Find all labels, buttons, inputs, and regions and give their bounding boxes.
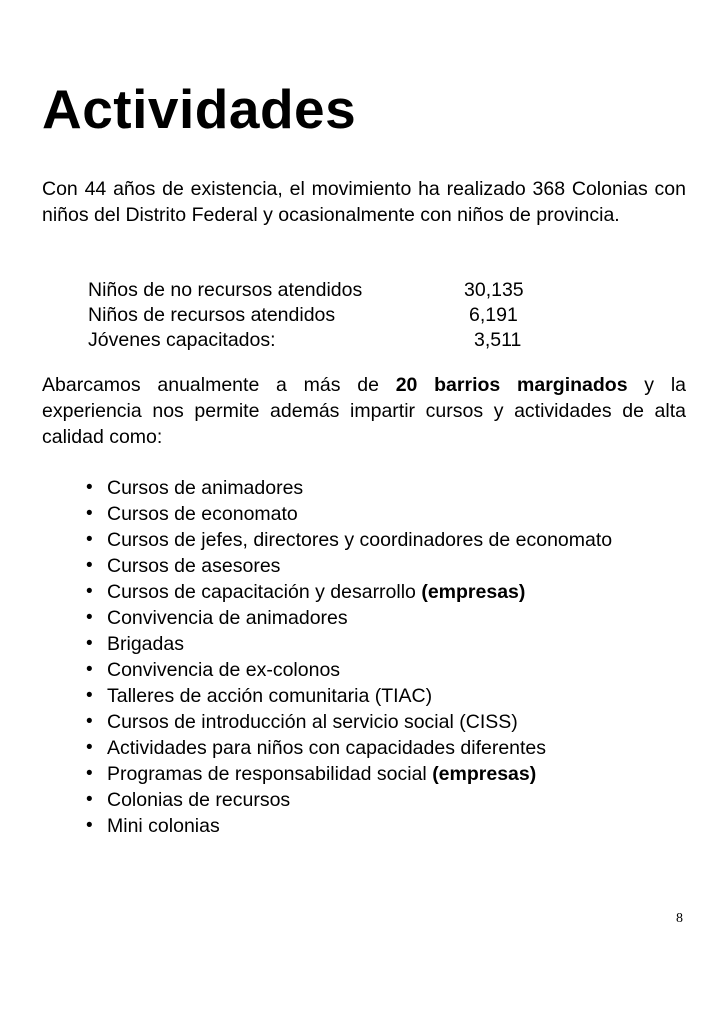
reach-text-before: Abarcamos anualmente a más de: [42, 374, 396, 396]
stat-row: [88, 278, 548, 303]
stat-label: Niños de no recursos atendidos: [88, 279, 363, 301]
list-item-emphasis: (empresas): [421, 581, 526, 603]
page-number: 8: [676, 911, 683, 926]
list-item-label: Brigadas: [107, 633, 184, 655]
bullet-icon: •: [86, 789, 93, 810]
list-item-text: [107, 501, 298, 527]
list-item-label: Mini colonias: [107, 815, 220, 837]
stat-value: 30,135: [464, 279, 524, 301]
list-item-text: [107, 735, 546, 761]
list-item-label: Cursos de animadores: [107, 477, 304, 499]
list-item-label: Colonias de recursos: [107, 789, 291, 811]
list-item-text: [107, 761, 536, 787]
bullet-icon: •: [86, 581, 93, 602]
bullet-icon: •: [86, 555, 93, 576]
list-item-text: [107, 553, 280, 579]
reach-paragraph: [42, 372, 686, 450]
list-item-text: [107, 579, 525, 605]
list-item-text: [107, 657, 340, 683]
list-item-text: [107, 527, 612, 553]
list-item-emphasis: (empresas): [432, 763, 537, 785]
list-item-text: [107, 787, 290, 813]
stat-row: [88, 303, 548, 328]
reach-highlight: 20 barrios marginados: [395, 374, 628, 396]
list-item-label: Actividades para niños con capacidades diferentes: [107, 737, 547, 759]
bullet-icon: •: [86, 529, 93, 550]
list-item-label: Cursos de introducción al servicio social (CISS): [107, 711, 518, 733]
list-item-label: Talleres de acción comunitaria (TIAC): [107, 685, 433, 707]
list-item-text: [107, 683, 432, 709]
bullet-icon: •: [86, 685, 93, 706]
list-item-label: Programas de responsabilidad social: [107, 763, 433, 785]
intro-paragraph: Con 44 años de existencia, el movimiento ha realizado 368 Colonias con niños del Distrito Federal y ocasionalmente con niños de provincia.: [42, 178, 686, 226]
reach-text-after: y la experiencia nos permite además impartir cursos y actividades de alta calidad como:: [42, 374, 686, 448]
list-item-text: [107, 709, 518, 735]
list-item-label: Cursos de capacitación y desarrollo: [107, 581, 422, 603]
bullet-icon: •: [86, 815, 93, 836]
bullet-icon: •: [86, 659, 93, 680]
bullet-icon: •: [86, 737, 93, 758]
page-title: Actividades: [42, 78, 357, 140]
list-item-label: Convivencia de ex-colonos: [107, 659, 341, 681]
bullet-icon: •: [86, 711, 93, 732]
list-item-label: Cursos de jefes, directores y coordinadores de economato: [107, 529, 613, 551]
stat-row: [88, 328, 548, 353]
list-item-text: [107, 631, 184, 657]
stat-value: 6,191: [469, 304, 518, 326]
list-item-label: Cursos de asesores: [107, 555, 281, 577]
stat-label: Jóvenes capacitados:: [88, 329, 276, 351]
list-item-text: [107, 605, 348, 631]
bullet-icon: •: [86, 633, 93, 654]
stat-label: Niños de recursos atendidos: [88, 304, 336, 326]
list-item-text: [107, 813, 220, 839]
bullet-icon: •: [86, 477, 93, 498]
bullet-icon: •: [86, 763, 93, 784]
list-item-label: Convivencia de animadores: [107, 607, 348, 629]
stats-list: [88, 278, 548, 353]
bullet-icon: •: [86, 503, 93, 524]
list-item-text: [107, 475, 303, 501]
stat-value: 3,511: [474, 329, 522, 351]
list-item-label: Cursos de economato: [107, 503, 298, 525]
bullet-icon: •: [86, 607, 93, 628]
